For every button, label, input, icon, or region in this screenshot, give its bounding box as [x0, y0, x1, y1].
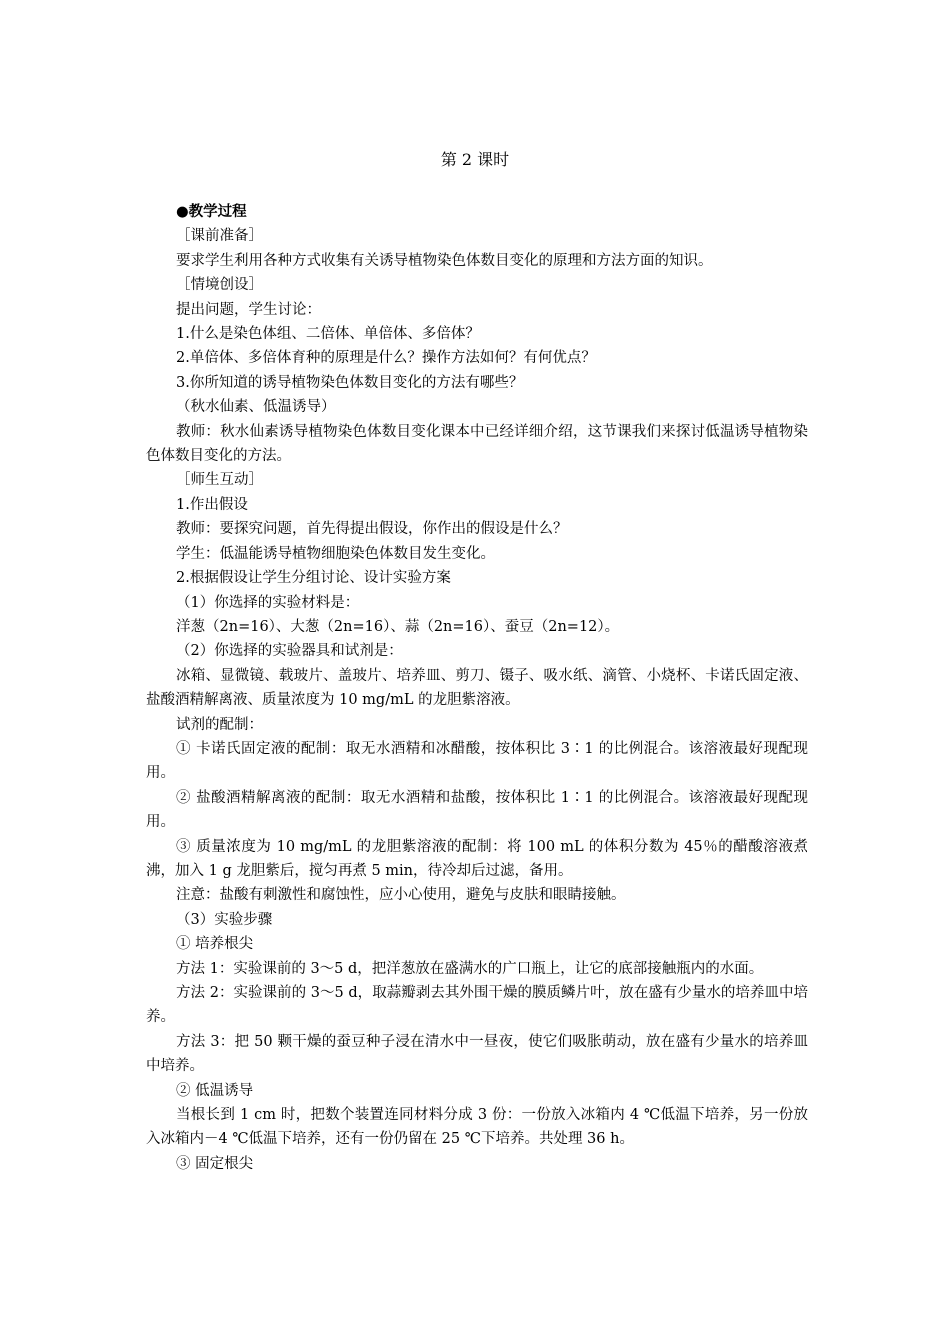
- paragraph: 要求学生利用各种方式收集有关诱导植物染色体数目变化的原理和方法方面的知识。: [176, 252, 713, 269]
- sub-step-heading: （2）你选择的实验器具和试剂是：: [176, 643, 403, 660]
- subsection-label: ［师生互动］: [176, 472, 263, 489]
- paragraph: 洋葱（2n=16）、大葱（2n=16）、蒜（2n=16）、蚕豆（2n=12）。: [176, 618, 620, 635]
- procedure-step: ① 培养根尖: [176, 936, 254, 953]
- paragraph: 提出问题，学生讨论：: [176, 301, 321, 318]
- question-item: 3.你所知道的诱导植物染色体数目变化的方法有哪些？: [176, 374, 524, 391]
- paragraph: 当根长到 1 cm 时，把数个装置连同材料分成 3 份：一份放入冰箱内 4 ℃低温下培养，另一份放入冰箱内－4 ℃低温下培养，还有一份仍留在 25 ℃下培养。共处理 36 h。: [146, 1107, 808, 1148]
- reagent-item: ③ 质量浓度为 10 mg/mL 的龙胆紫溶液的配制：将 100 mL 的体积分数为 45％的醋酸溶液煮沸，加入 1 g 龙胆紫后，搅匀再煮 5 min，待冷却后过滤，备用。: [146, 838, 808, 879]
- document-body: [146, 200, 808, 1176]
- page-title: 第 2 课时: [440, 150, 510, 169]
- reagent-item: ② 盐酸酒精解离液的配制：取无水酒精和盐酸，按体积比 1∶1 的比例混合。该溶液最好现配现用。: [146, 789, 808, 831]
- question-item: 1.什么是染色体组、二倍体、单倍体、多倍体？: [176, 326, 480, 343]
- method-item: 方法 1：实验课前的 3～5 d，把洋葱放在盛满水的广口瓶上，让它的底部接触瓶内的水面。: [176, 960, 764, 977]
- paragraph: 冰箱、显微镜、载玻片、盖玻片、培养皿、剪刀、镊子、吸水纸、滴管、小烧杯、卡诺氏固定液、盐酸酒精解离液、质量浓度为 10 mg/mL 的龙胆紫溶液。: [146, 667, 808, 709]
- procedure-step: ② 低温诱导: [176, 1082, 254, 1099]
- procedure-step: ③ 固定根尖: [176, 1155, 254, 1172]
- step-heading: 2.根据假设让学生分组讨论、设计实验方案: [176, 570, 451, 587]
- paragraph: 学生：低温能诱导植物细胞染色体数目发生变化。: [176, 545, 495, 562]
- paragraph: 教师：要探究问题，首先得提出假设，你作出的假设是什么？: [176, 521, 568, 538]
- method-item: 方法 2：实验课前的 3～5 d，取蒜瓣剥去其外围干燥的膜质鳞片叶，放在盛有少量水的培养皿中培养。: [146, 985, 808, 1026]
- subsection-label: ［情境创设］: [176, 277, 263, 294]
- caution-note: 注意：盐酸有刺激性和腐蚀性，应小心使用，避免与皮肤和眼睛接触。: [176, 887, 626, 904]
- question-item: 2.单倍体、多倍体育种的原理是什么？操作方法如何？有何优点？: [176, 350, 596, 367]
- paragraph: 试剂的配制：: [176, 716, 263, 733]
- sub-step-heading: （3）实验步骤: [176, 911, 273, 928]
- step-heading: 1.作出假设: [176, 496, 248, 513]
- answer-note: （秋水仙素、低温诱导）: [176, 399, 336, 416]
- subsection-label: ［课前准备］: [176, 228, 263, 245]
- paragraph: 教师：秋水仙素诱导植物染色体数目变化课本中已经详细介绍，这节课我们来探讨低温诱导植物染色体数目变化的方法。: [146, 423, 808, 465]
- sub-step-heading: （1）你选择的实验材料是：: [176, 594, 360, 611]
- section-heading: ●教学过程: [176, 203, 247, 220]
- method-item: 方法 3：把 50 颗干燥的蚕豆种子浸在清水中一昼夜，使它们吸胀萌动，放在盛有少量水的培养皿中培养。: [146, 1033, 808, 1075]
- reagent-item: ① 卡诺氏固定液的配制：取无水酒精和冰醋酸，按体积比 3∶1 的比例混合。该溶液最好现配现用。: [146, 740, 808, 782]
